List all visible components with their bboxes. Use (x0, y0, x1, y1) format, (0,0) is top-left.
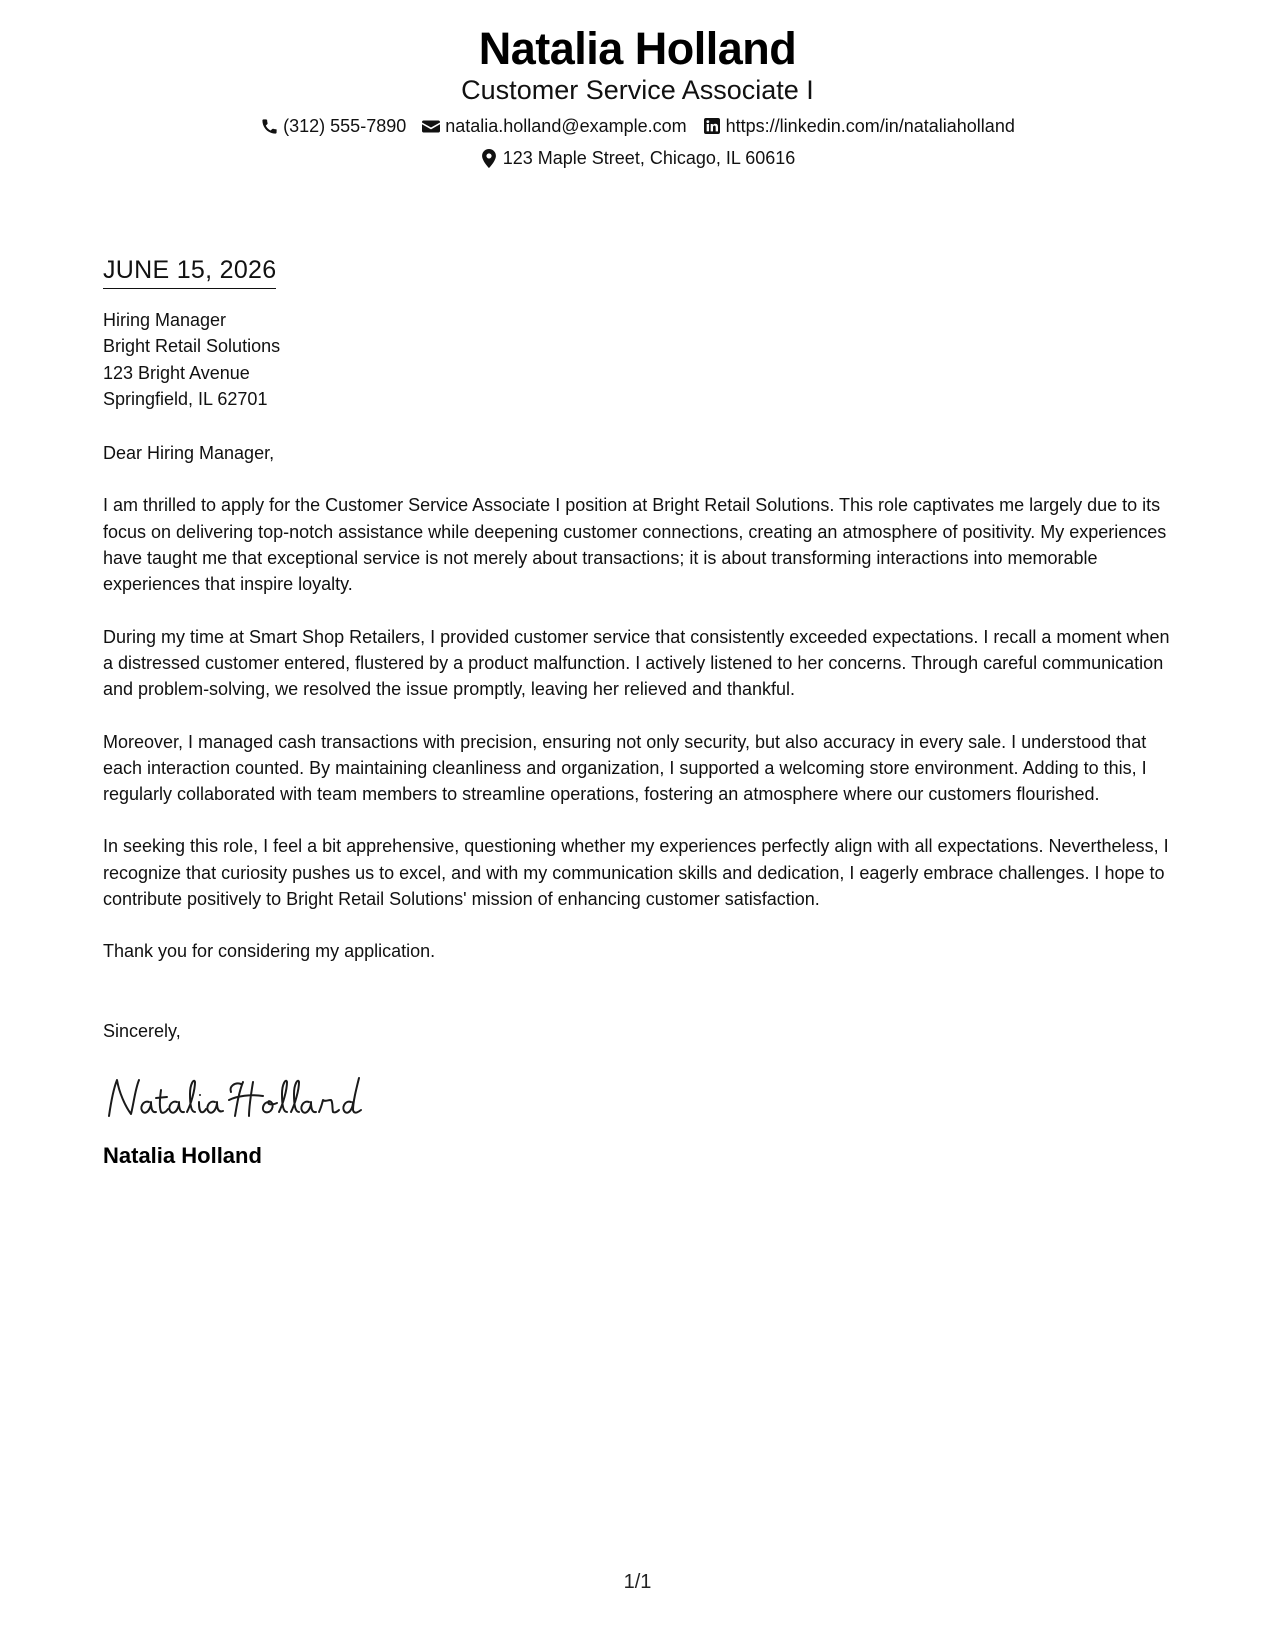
signed-name: Natalia Holland (103, 1142, 262, 1168)
contact-address (480, 146, 796, 170)
email-address[interactable]: natalia.holland@example.com (445, 116, 687, 136)
body-paragraph: I am thrilled to apply for the Customer Service Associate I position at Bright Retail Solutions. This role captivates me largely due to its focus on delivering top-notch assistance while deepening customer connections, creating an atmosphere of positivity. My experiences have taught me that exceptional service is not merely about transactions; it is about transforming interactions into memorable experiences that inspire loyalty. (103, 495, 1167, 595)
contact-email (422, 114, 686, 138)
letter-header (0, 22, 1275, 170)
phone-number[interactable]: (312) 555-7890 (283, 116, 407, 136)
page-number: 1/1 (623, 1571, 652, 1593)
signoff: Sincerely, (103, 1020, 181, 1041)
closing-line: Thank you for considering my application. (103, 941, 436, 962)
phone-icon (260, 117, 278, 135)
street-address: 123 Maple Street, Chicago, IL 60616 (502, 148, 796, 168)
map-pin-icon (480, 149, 498, 167)
address-row (0, 146, 1275, 170)
body-paragraph: During my time at Smart Shop Retailers, I provided customer service that consistently exceeded expectations. I recall a moment when a distressed customer entered, flustered by a product malfunction. I actively listened to her concerns. Through careful communication and problem-solving, we resolved the issue promptly, leaving her relieved and thankful. (103, 626, 1170, 700)
recipient-line: Bright Retail Solutions (103, 336, 281, 357)
contact-phone (260, 114, 406, 138)
linkedin-icon (703, 117, 721, 135)
salutation: Dear Hiring Manager, (103, 443, 275, 464)
body-paragraph: Moreover, I managed cash transactions with precision, ensuring not only security, but also accuracy in every sale. I understood that each interaction counted. By maintaining cleanliness and organization, I supported a welcoming store environment. Adding to this, I regularly collaborated with team members to streamline operations, fostering an atmosphere where our customers flourished. (103, 731, 1147, 805)
contact-linkedin (703, 114, 1015, 138)
body-paragraph: In seeking this role, I feel a bit apprehensive, questioning whether my experiences perfectly align with all expectations. Nevertheless, I recognize that curiosity pushes us to excel, and with my communication skills and dedication, I eagerly embrace challenges. I hope to contribute positively to Bright Retail Solutions' mission of enhancing customer satisfaction. (103, 836, 1169, 910)
handwritten-signature (103, 1072, 373, 1128)
recipient-block (103, 307, 1175, 412)
recipient-line: Hiring Manager (103, 310, 227, 330)
envelope-icon (422, 117, 440, 135)
letter-body (103, 254, 1175, 1170)
recipient-line: Springfield, IL 62701 (103, 388, 268, 409)
applicant-job-title: Customer Service Associate I (461, 75, 814, 105)
linkedin-url[interactable]: https://linkedin.com/in/nataliaholland (725, 116, 1015, 136)
contact-row (0, 114, 1275, 138)
recipient-line: 123 Bright Avenue (103, 362, 250, 383)
letter-date: JUNE 15, 2026 (103, 254, 276, 289)
applicant-name: Natalia Holland (478, 23, 797, 74)
